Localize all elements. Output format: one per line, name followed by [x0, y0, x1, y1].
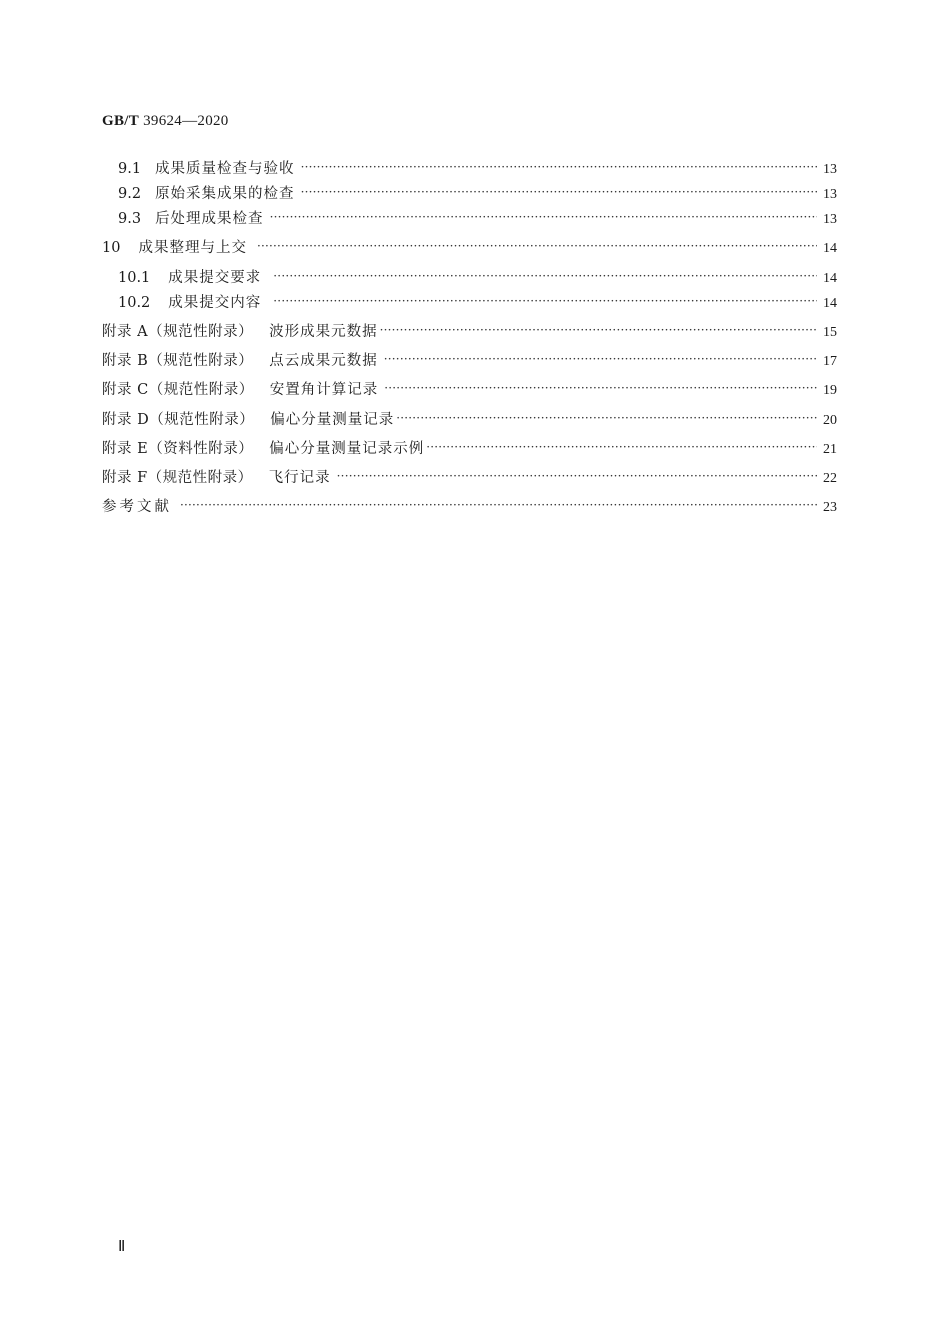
toc-title: 成果质量检查与验收	[155, 161, 295, 177]
toc-entry-9-1[interactable]	[118, 157, 837, 177]
toc-entry-9-3[interactable]	[118, 207, 837, 227]
toc-entry-10-2[interactable]	[118, 291, 837, 311]
toc-entry-10-1[interactable]	[118, 266, 837, 286]
document-header	[102, 113, 229, 130]
toc-page-number: 14	[823, 241, 837, 256]
toc-page-number: 13	[823, 187, 837, 202]
toc-leader	[273, 294, 817, 308]
toc-page-number: 19	[823, 383, 837, 398]
toc-title: 成果提交要求	[168, 270, 262, 286]
toc-page-number: 13	[823, 162, 837, 177]
toc-page-number: 14	[823, 271, 837, 286]
toc-leader	[384, 381, 817, 395]
page-number-footer: Ⅱ	[118, 1239, 126, 1255]
toc-number: 10	[102, 240, 121, 256]
toc-title: 偏心分量测量记录示例	[269, 441, 425, 457]
toc-entry-annex-d[interactable]	[102, 408, 837, 428]
toc-title: 安置角计算记录	[269, 382, 379, 398]
toc-leader	[384, 352, 817, 366]
toc-leader	[380, 323, 817, 337]
toc-page-number: 13	[823, 212, 837, 227]
standard-number: 39624—2020	[143, 113, 229, 129]
toc-title: 后处理成果检查	[155, 211, 264, 227]
toc-leader	[180, 498, 817, 512]
toc-page-number: 23	[823, 500, 837, 515]
toc-leader	[270, 210, 817, 224]
toc-title: 飞行记录	[268, 470, 331, 486]
toc-leader	[301, 160, 817, 174]
toc-page-number: 20	[823, 413, 837, 428]
toc-page-number: 14	[823, 296, 837, 311]
toc-leader	[301, 185, 817, 199]
toc-leader	[337, 469, 817, 483]
toc-entry-9-2[interactable]	[118, 182, 837, 202]
toc-title: 点云成果元数据	[269, 353, 378, 369]
toc-entry-annex-b[interactable]	[102, 349, 837, 369]
toc-leader	[257, 239, 817, 253]
toc-entry-annex-a[interactable]	[102, 320, 837, 340]
toc-annex-label: 附录 F（规范性附录）	[102, 470, 253, 486]
toc-number: 9.1	[118, 161, 142, 177]
toc-leader	[273, 269, 817, 283]
toc-leader	[396, 411, 817, 425]
toc-annex-label: 附录 C（规范性附录）	[102, 382, 254, 398]
toc-leader	[426, 440, 817, 454]
toc-annex-label: 附录 B（规范性附录）	[102, 353, 254, 369]
toc-number: 9.2	[118, 186, 142, 202]
toc-entry-annex-c[interactable]	[102, 378, 837, 398]
toc-entry-10[interactable]	[102, 236, 837, 256]
toc-annex-label: 参考文献	[102, 499, 172, 515]
toc-annex-label: 附录 D（规范性附录）	[102, 412, 255, 428]
toc-entry-annex-f[interactable]	[102, 466, 837, 486]
toc-annex-label: 附录 E（资料性附录）	[102, 441, 254, 457]
toc-number: 9.3	[118, 211, 142, 227]
toc-title: 成果提交内容	[168, 295, 262, 311]
toc-title: 原始采集成果的检查	[155, 186, 295, 202]
toc-entry-bibliography[interactable]	[102, 495, 837, 515]
toc-title: 波形成果元数据	[269, 324, 378, 340]
toc-page-number: 15	[823, 325, 837, 340]
standard-code: GB/T	[102, 113, 140, 129]
toc-annex-label: 附录 A（规范性附录）	[102, 324, 254, 340]
toc-title: 成果整理与上交	[138, 240, 247, 256]
toc-entry-annex-e[interactable]	[102, 437, 837, 457]
toc-number: 10.1	[118, 270, 151, 286]
toc-page-number: 22	[823, 471, 837, 486]
toc-number: 10.2	[118, 295, 151, 311]
toc-title: 偏心分量测量记录	[270, 412, 395, 428]
toc-page-number: 17	[823, 354, 837, 369]
toc-page-number: 21	[823, 442, 837, 457]
